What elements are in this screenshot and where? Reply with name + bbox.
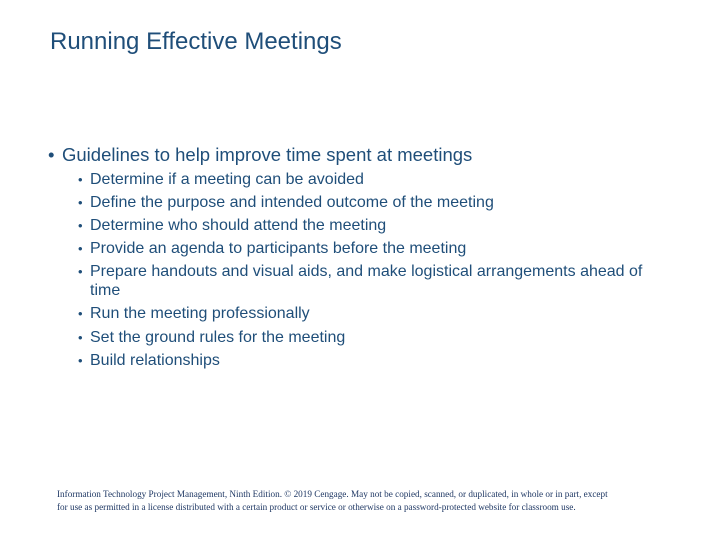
sub-bullet-list <box>78 170 668 375</box>
list-item <box>78 304 668 323</box>
list-item <box>78 170 668 189</box>
list-item-text: Prepare handouts and visual aids, and make logistical arrangements ahead of time <box>90 263 643 299</box>
main-bullet-text: Guidelines to help improve time spent at meetings <box>62 144 473 165</box>
copyright-footer <box>57 488 677 514</box>
list-item-text: Provide an agenda to participants before the meeting <box>90 240 467 257</box>
bullet-marker: • <box>78 195 83 210</box>
list-item-text: Determine who should attend the meeting <box>90 217 387 234</box>
list-item-text: Run the meeting professionally <box>90 305 310 322</box>
slide-title: Running Effective Meetings <box>50 28 342 55</box>
bullet-marker: • <box>78 329 83 345</box>
bullet-marker: • <box>78 218 83 233</box>
footer-line: Information Technology Project Management, Ninth Edition. © 2019 Cengage. May not be copied, scanned, or duplicated, in whole or in part, except <box>57 489 608 499</box>
list-item <box>78 193 668 212</box>
list-item-text: Determine if a meeting can be avoided <box>90 171 364 188</box>
list-item <box>78 216 668 235</box>
list-item-text: Build relationships <box>90 352 220 369</box>
bullet-marker: • <box>78 264 83 279</box>
bullet-marker: • <box>78 353 83 368</box>
bullet-marker: • <box>78 241 83 256</box>
list-item <box>78 239 668 258</box>
bullet-marker: • <box>48 144 55 165</box>
list-item-text: Set the ground rules for the meeting <box>90 328 346 346</box>
bullet-marker: • <box>78 172 83 187</box>
list-item <box>78 351 668 370</box>
footer-line: for use as permitted in a license distributed with a certain product or service or otherwise on a password-protected website for classroom use. <box>57 502 576 512</box>
list-item-text: Define the purpose and intended outcome of the meeting <box>90 194 494 211</box>
list-item <box>78 262 668 300</box>
main-bullet <box>48 144 472 166</box>
list-item <box>78 328 668 347</box>
bullet-marker: • <box>78 306 83 321</box>
